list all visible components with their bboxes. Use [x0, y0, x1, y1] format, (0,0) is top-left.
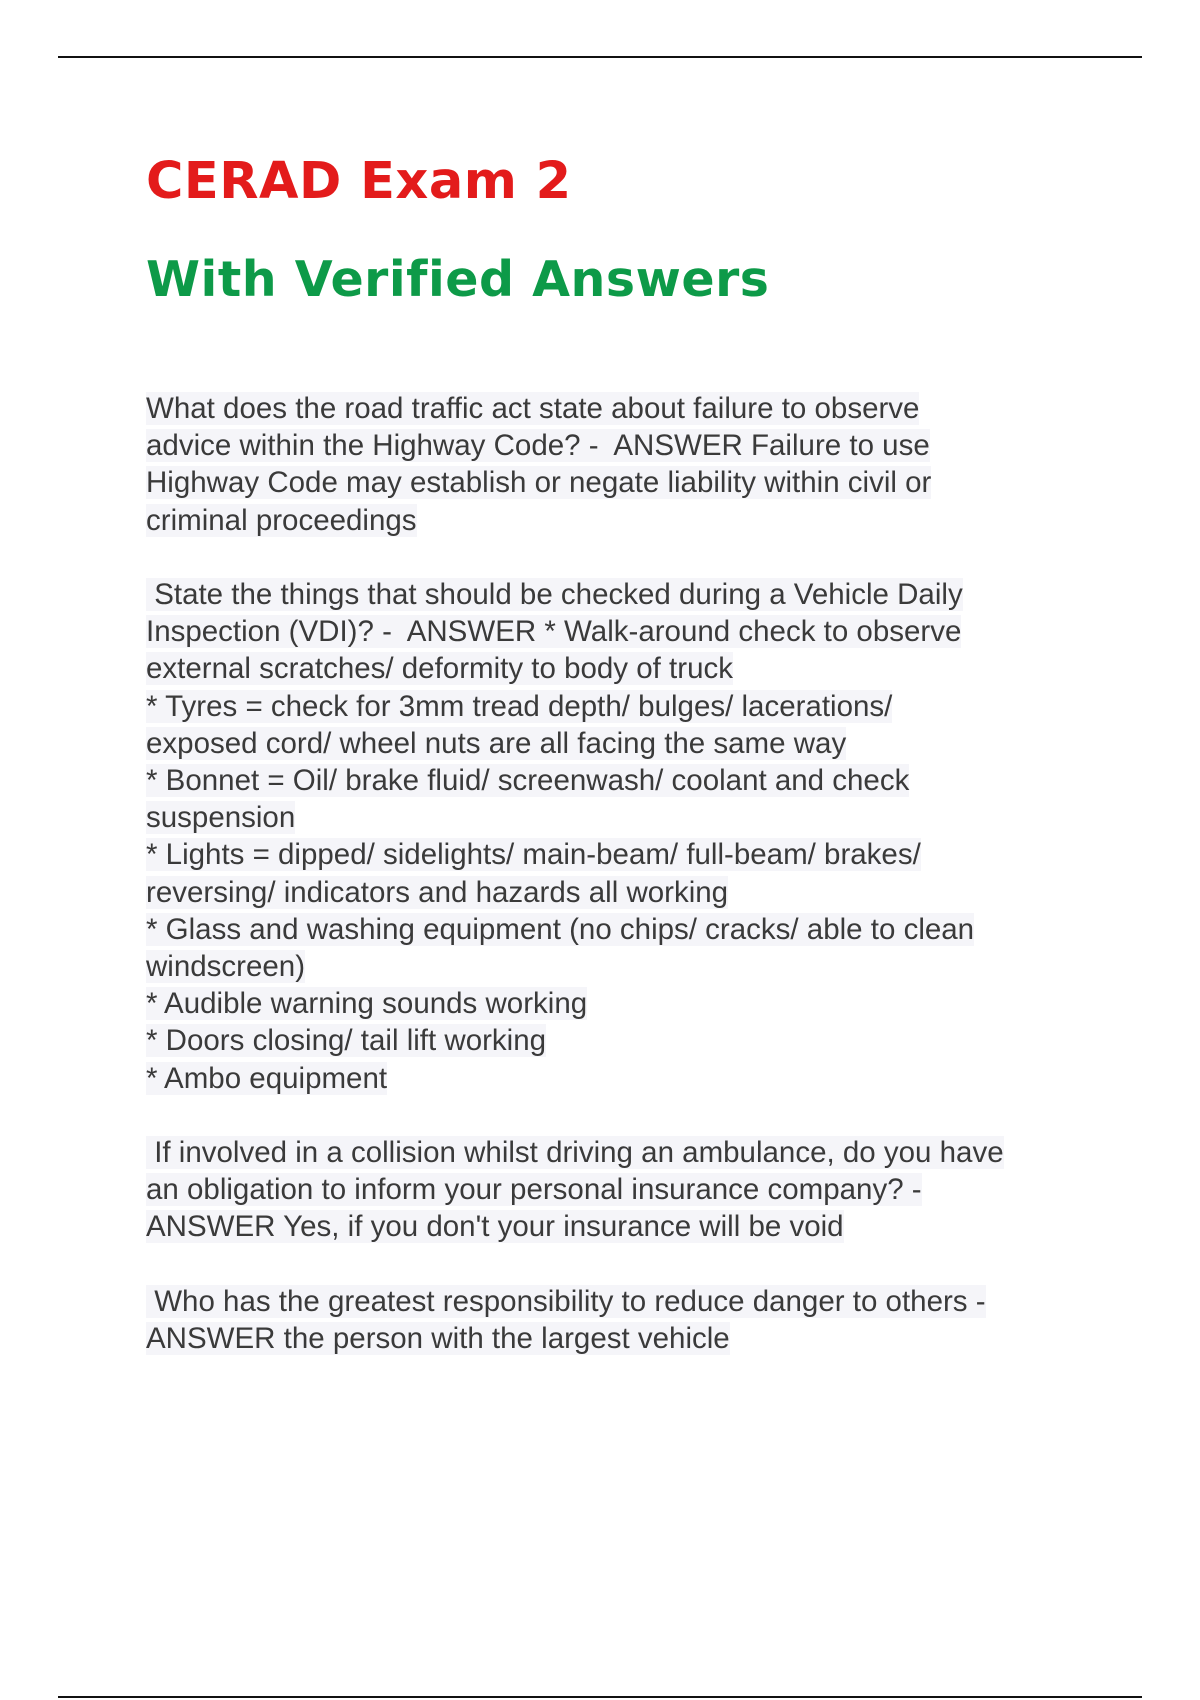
- line-text: If involved in a collision whilst driving an ambulance, do you have: [146, 1136, 1004, 1170]
- text-line: [146, 1171, 1106, 1208]
- line-text: * Audible warning sounds working: [146, 987, 588, 1021]
- bottom-rule: [58, 1696, 1142, 1698]
- line-text: Who has the greatest responsibility to reduce danger to others -: [146, 1284, 986, 1318]
- text-line: [146, 799, 1106, 836]
- qa-block-road-traffic-act: [146, 390, 1106, 539]
- text-line: [146, 1022, 1106, 1059]
- line-text: suspension: [146, 801, 296, 835]
- line-text: State the things that should be checked during a Vehicle Daily: [146, 578, 963, 611]
- text-line: [146, 464, 1106, 501]
- line-text: * Ambo equipment: [146, 1061, 388, 1095]
- text-line: [146, 390, 1106, 427]
- text-line: [146, 1208, 1106, 1245]
- line-text: * Doors closing/ tail lift working: [146, 1024, 547, 1058]
- text-line: [146, 836, 1106, 873]
- text-line: [146, 1320, 1106, 1357]
- line-text: What does the road traffic act state about failure to observe: [146, 392, 920, 425]
- text-line: [146, 725, 1106, 762]
- document-subtitle: With Verified Answers: [146, 251, 770, 308]
- line-text: * Bonnet = Oil/ brake fluid/ screenwash/ coolant and check: [146, 764, 910, 798]
- line-text: Highway Code may establish or negate liability within civil or: [146, 466, 932, 500]
- top-rule: [58, 56, 1142, 58]
- qa-block-insurance-obligation: [146, 1134, 1106, 1246]
- line-text: Inspection (VDI)? - ANSWER * Walk-around check to observe: [146, 615, 962, 649]
- text-line: [146, 427, 1106, 464]
- text-line: [146, 985, 1106, 1022]
- qa-block-greatest-responsibility: [146, 1283, 1106, 1357]
- text-line: [146, 911, 1106, 948]
- text-line: [146, 948, 1106, 985]
- line-text: exposed cord/ wheel nuts are all facing the same way: [146, 726, 847, 760]
- text-line: [146, 688, 1106, 725]
- text-line: [146, 874, 1106, 911]
- qa-content: [146, 390, 1106, 1394]
- text-line: [146, 762, 1106, 799]
- line-text: reversing/ indicators and hazards all working: [146, 875, 729, 909]
- text-line: [146, 502, 1106, 539]
- line-text: * Tyres = check for 3mm tread depth/ bulges/ lacerations/: [146, 689, 893, 723]
- line-text: advice within the Highway Code? - ANSWER Failure to use: [146, 429, 930, 463]
- text-line: [146, 1283, 1106, 1320]
- line-text: an obligation to inform your personal insurance company? -: [146, 1173, 922, 1207]
- line-text: ANSWER the person with the largest vehicle: [146, 1322, 730, 1356]
- line-text: windscreen): [146, 950, 306, 984]
- text-line: [146, 650, 1106, 687]
- line-text: ANSWER Yes, if you don't your insurance will be void: [146, 1210, 844, 1244]
- line-text: * Glass and washing equipment (no chips/ cracks/ able to clean: [146, 912, 975, 946]
- line-text: * Lights = dipped/ sidelights/ main-beam/ full-beam/ brakes/: [146, 838, 921, 872]
- document-title: CERAD Exam 2: [146, 152, 572, 211]
- text-line: [146, 613, 1106, 650]
- line-text: criminal proceedings: [146, 503, 417, 537]
- text-line: [146, 1134, 1106, 1171]
- text-line: [146, 576, 1106, 613]
- text-line: [146, 1060, 1106, 1097]
- line-text: external scratches/ deformity to body of truck: [146, 652, 733, 686]
- qa-block-vehicle-daily-inspection: [146, 576, 1106, 1097]
